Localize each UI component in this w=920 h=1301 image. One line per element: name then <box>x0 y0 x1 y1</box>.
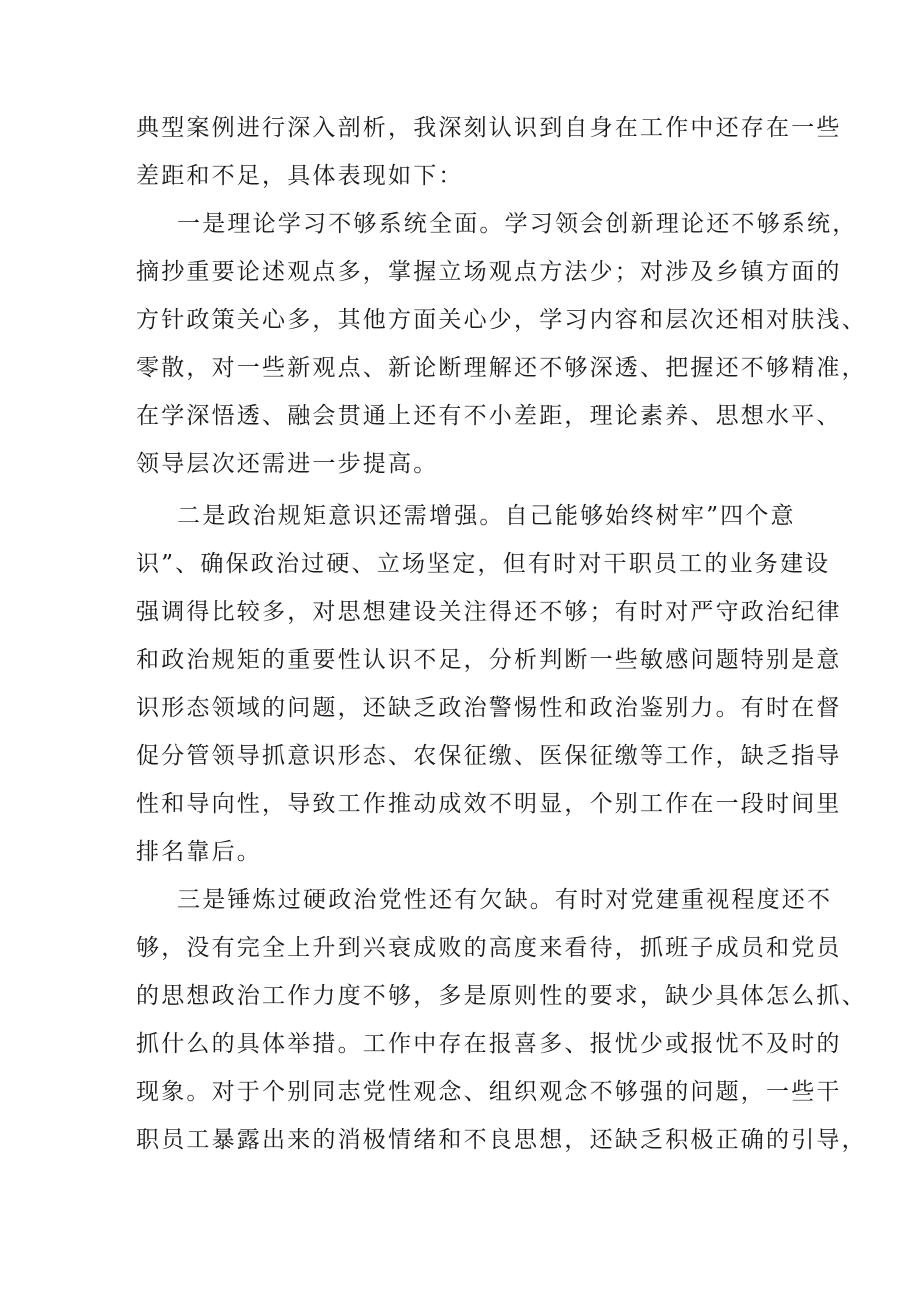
text-line: 职员工暴露出来的消极情绪和不良思想，还缺乏积极正确的引导， <box>136 1127 867 1153</box>
text-line: 摘抄重要论述观点多，掌握立场观点方法少；对涉及乡镇方面的 <box>136 259 842 285</box>
text-line: 和政治规矩的重要性认识不足，分析判断一些敏感问题特别是意 <box>136 647 842 673</box>
paragraph-2-first-line: 二是政治规矩意识还需增强。自己能够始终树牢”四个意 <box>177 503 796 529</box>
text-line: 抓什么的具体举措。工作中存在报喜多、报忧少或报忧不及时的 <box>136 1031 842 1057</box>
text-line: 性和导向性，导致工作推动成效不明显，个别工作在一段时间里 <box>136 791 842 817</box>
text-line: 零散，对一些新观点、新论断理解还不够深透、把握还不够精准， <box>136 355 867 381</box>
text-line: 的思想政治工作力度不够，多是原则性的要求，缺少具体怎么抓、 <box>136 983 867 1009</box>
text-line: 方针政策关心多，其他方面关心少，学习内容和层次还相对肤浅、 <box>136 307 867 333</box>
text-line: 识”、确保政治过硬、立场坚定，但有时对干职员工的业务建设 <box>136 551 831 577</box>
text-line: 在学深悟透、融会贯通上还有不小差距，理论素养、思想水平、 <box>136 403 842 429</box>
text-line: 典型案例进行深入剖析，我深刻认识到自身在工作中还存在一些 <box>136 115 842 141</box>
text-line: 现象。对于个别同志党性观念、组织观念不够强的问题，一些干 <box>136 1079 842 1105</box>
text-line: 强调得比较多，对思想建设关注得还不够；有时对严守政治纪律 <box>136 599 842 625</box>
text-line: 促分管领导抓意识形态、农保征缴、医保征缴等工作，缺乏指导 <box>136 743 842 769</box>
text-line: 领导层次还需进一步提高。 <box>136 451 439 477</box>
text-line: 差距和不足，具体表现如下： <box>136 163 464 189</box>
text-line: 识形态领域的问题，还缺乏政治警惕性和政治鉴别力。有时在督 <box>136 695 842 721</box>
paragraph-3-first-line: 三是锤炼过硬政治党性还有欠缺。有时对党建重视程度还不 <box>177 887 833 913</box>
text-line: 排名靠后。 <box>136 839 262 865</box>
text-line: 够，没有完全上升到兴衰成败的高度来看待，抓班子成员和党员 <box>136 935 842 961</box>
paragraph-1-first-line: 一是理论学习不够系统全面。学习领会创新理论还不够系统， <box>177 211 858 237</box>
